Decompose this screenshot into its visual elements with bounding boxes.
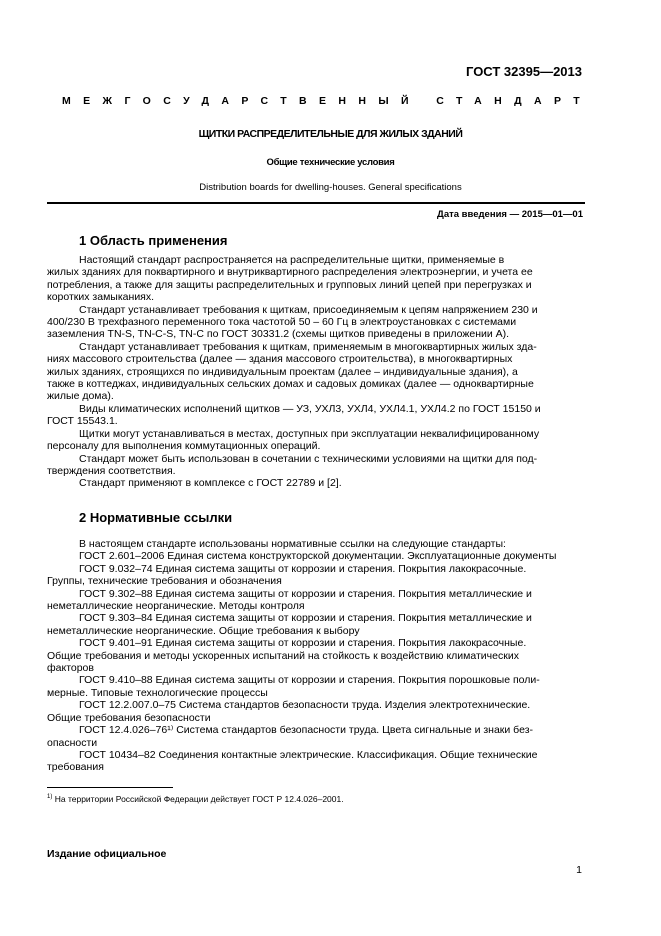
paragraph: Виды климатических исполнений щитков — УЗ, УХЛ3, УХЛ4, УХЛ4.1, УХЛ4.2 по ГОСТ 15150 и ГОСТ 15543.1.	[47, 402, 541, 428]
edition-label: Издание официальное	[47, 848, 167, 860]
footnote-divider	[47, 787, 173, 788]
paragraph: Стандарт может быть использован в сочетании с техническими условиями на щитки для под- тверждения соответствия.	[47, 452, 538, 477]
section-2-heading: 2 Нормативные ссылки	[79, 510, 233, 525]
reference-item: ГОСТ 12.4.026–76¹⁾ Система стандартов безопасности труда. Цвета сигнальные и знаки без- опасности	[47, 724, 534, 749]
paragraph: Стандарт применяют в комплексе с ГОСТ 22789 и [2].	[79, 477, 342, 490]
footnote-text: На территории Российской Федерации действует ГОСТ Р 12.4.026–2001.	[54, 794, 344, 804]
page-number: 1	[576, 864, 582, 876]
section-1-body	[47, 254, 585, 490]
interstate-standard-label: МЕЖГОСУДАРСТВЕННЫЙ СТАНДАРТ	[62, 95, 593, 107]
document-title: ЩИТКИ РАСПРЕДЕЛИТЕЛЬНЫЕ ДЛЯ ЖИЛЫХ ЗДАНИЙ	[198, 128, 463, 140]
reference-item: ГОСТ 9.303–84 Единая система защиты от коррозии и старения. Покрытия металлические и неметаллические неорганические. Общие требования к выбору	[47, 612, 532, 637]
footnote-marker: 1)	[47, 794, 53, 801]
footnote	[47, 794, 344, 804]
reference-item: ГОСТ 9.410–88 Единая система защиты от коррозии и старения. Покрытия порошковые поли- мерные. Типовые технологические процессы	[47, 674, 540, 699]
paragraph: Настоящий стандарт распространяется на распределительные щитки, применяемые в жилых зданиях для поквартирного и внутриквартирного распределения электроэнергии, и учета ее потребления, а также для защиты распределительных и групповых линий цепей при перегрузках и коротких замыканиях.	[47, 254, 533, 304]
reference-item: ГОСТ 2.601–2006 Единая система конструкторской документации. Эксплуатационные документы	[79, 550, 557, 563]
paragraph: В настоящем стандарте использованы нормативные ссылки на следующие стандарты:	[79, 538, 506, 550]
reference-item: ГОСТ 9.401–91 Единая система защиты от коррозии и старения. Покрытия лакокрасочные. Общие требования и методы ускоренных испытаний на стойкость к воздействию климатических факторов	[47, 637, 527, 675]
english-title: Distribution boards for dwelling-houses. General specifications	[199, 182, 462, 193]
title-divider	[47, 202, 585, 204]
reference-item: ГОСТ 10434–82 Соединения контактные электрические. Классификация. Общие технические требования	[47, 748, 538, 774]
document-subtitle: Общие технические условия	[266, 157, 395, 168]
section-2-body	[47, 538, 585, 774]
paragraph: Щитки могут устанавливаться в местах, доступных при эксплуатации неквалифицированному персоналу для выполнения коммутационных операций.	[47, 427, 540, 453]
reference-item: ГОСТ 9.032–74 Единая система защиты от коррозии и старения. Покрытия лакокрасочные. Группы, технические требования и обозначения	[47, 562, 527, 588]
gost-code: ГОСТ 32395—2013	[466, 64, 582, 79]
paragraph: Стандарт устанавливает требования к щиткам, присоединяемым к цепям напряжением 230 и 400/230 В трехфазного переменного тока частотой 50 – 60 Гц в электроустановках с системами заземления TN-S, TN-C-S, TN-C по ГОСТ 30331.2 (схемы щитков приведены в приложении А).	[47, 303, 538, 341]
section-1-heading: 1 Область применения	[79, 233, 228, 248]
paragraph: Стандарт устанавливает требования к щиткам, применяемым в многоквартирных жилых зда- ниях массового строительства (далее — здания массового строительства), в многоквартирных жилых зданиях, строящихся по индивидуальным проектам (далее – индивидуальные здания), а также в коттеджах, индивидуальных сельских домах и садовых домиках (далее — одноквартирные жилые дома).	[47, 340, 537, 403]
introduction-date: Дата введения — 2015—01—01	[437, 209, 583, 220]
reference-item: ГОСТ 12.2.007.0–75 Система стандартов безопасности труда. Изделия электротехнические. Общие требования безопасности	[47, 699, 531, 724]
reference-item: ГОСТ 9.302–88 Единая система защиты от коррозии и старения. Покрытия металлические и неметаллические неорганические. Методы контроля	[47, 587, 532, 613]
